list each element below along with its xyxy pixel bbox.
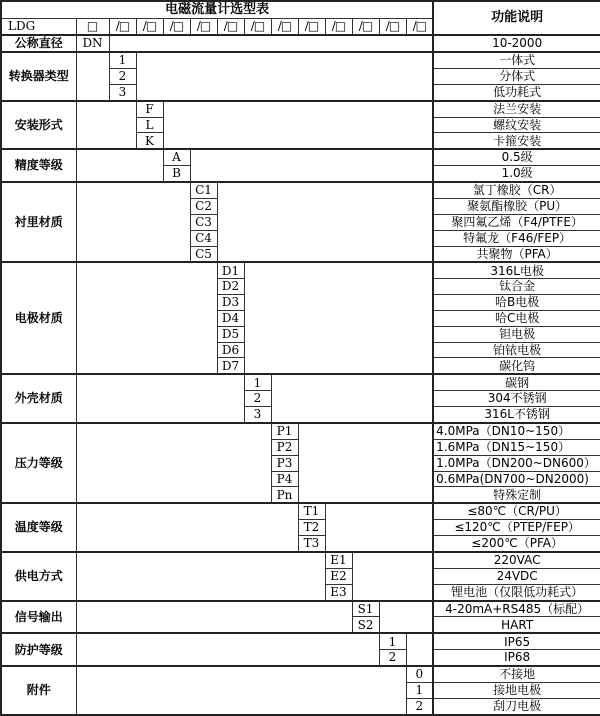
function-cell: 一体式 <box>433 52 600 68</box>
function-cell: 10-2000 <box>433 35 600 52</box>
function-cell: 聚氨酯橡胶（PU） <box>433 199 600 215</box>
function-cell: 1.6MPa（DN15~150） <box>433 439 600 455</box>
function-column-header: 功能说明 <box>433 1 600 35</box>
code-cell: P1 <box>271 423 298 439</box>
function-cell: 特氟龙（F46/FEP） <box>433 230 600 246</box>
function-cell: 接地电极 <box>433 683 600 699</box>
function-cell: 哈C电极 <box>433 310 600 326</box>
code-cell: L <box>136 117 163 133</box>
spacer-cell <box>109 35 433 52</box>
code-cell: C3 <box>190 214 217 230</box>
code-cell: D3 <box>217 295 244 311</box>
table-title: 电磁流量计选型表 <box>1 1 433 19</box>
group-label: 安装形式 <box>1 101 76 150</box>
model-slot: /□ <box>298 19 325 35</box>
model-prefix: LDG <box>1 19 76 35</box>
spacer-cell <box>244 262 433 374</box>
group-label: 精度等级 <box>1 149 76 182</box>
code-cell: D1 <box>217 262 244 278</box>
function-cell: 1.0MPa（DN200~DN600） <box>433 455 600 471</box>
function-cell: 锂电池（仅限低功耗式） <box>433 584 600 600</box>
code-cell: T2 <box>298 520 325 536</box>
function-cell: 1.0级 <box>433 166 600 182</box>
function-cell: ≤80℃（CR/PU） <box>433 503 600 519</box>
spacer-cell <box>136 52 433 101</box>
spacer-cell <box>76 601 352 634</box>
model-slot: /□ <box>217 19 244 35</box>
function-cell: 4-20mA+RS485（标配） <box>433 601 600 617</box>
function-cell: 铂铱电极 <box>433 342 600 358</box>
model-slot: /□ <box>406 19 433 35</box>
function-cell: 刮刀电极 <box>433 698 600 715</box>
spacer-cell <box>217 182 433 262</box>
spacer-cell <box>76 503 298 552</box>
model-slot: /□ <box>325 19 352 35</box>
group-label: 附件 <box>1 666 76 715</box>
function-cell: 304不锈钢 <box>433 391 600 407</box>
spacer-cell <box>76 374 244 423</box>
code-cell: 0 <box>406 666 433 682</box>
code-cell: P4 <box>271 471 298 487</box>
spacer-cell <box>163 101 433 150</box>
model-slot: /□ <box>244 19 271 35</box>
function-cell: 220VAC <box>433 552 600 568</box>
function-cell: 哈B电极 <box>433 295 600 311</box>
code-cell: E3 <box>325 584 352 600</box>
model-slot: /□ <box>163 19 190 35</box>
code-cell: 2 <box>406 698 433 715</box>
code-cell: 2 <box>109 68 136 84</box>
function-cell: 钛合金 <box>433 279 600 295</box>
function-cell: 碳钢 <box>433 374 600 390</box>
code-cell: D6 <box>217 342 244 358</box>
code-cell: 1 <box>109 52 136 68</box>
code-cell: 3 <box>109 84 136 100</box>
model-slot: /□ <box>379 19 406 35</box>
code-cell: D2 <box>217 279 244 295</box>
spacer-cell <box>76 262 217 374</box>
model-slot: /□ <box>109 19 136 35</box>
group-label: 衬里材质 <box>1 182 76 262</box>
spacer-cell <box>76 423 271 503</box>
function-cell: ≤120℃（PTEP/FEP） <box>433 520 600 536</box>
group-label: 外壳材质 <box>1 374 76 423</box>
code-cell: 1 <box>406 683 433 699</box>
spacer-cell <box>379 601 433 634</box>
code-cell: C1 <box>190 182 217 198</box>
group-label: 转换器类型 <box>1 52 76 101</box>
function-cell: 卡箍安装 <box>433 133 600 149</box>
code-cell: 3 <box>244 407 271 423</box>
group-label: 信号输出 <box>1 601 76 634</box>
spacer-cell <box>76 552 325 601</box>
function-cell: 法兰安装 <box>433 101 600 117</box>
code-cell: 2 <box>244 391 271 407</box>
code-cell: E2 <box>325 568 352 584</box>
function-cell: 0.5级 <box>433 149 600 165</box>
code-cell: D5 <box>217 326 244 342</box>
spacer-cell <box>325 503 433 552</box>
spacer-cell <box>352 552 433 601</box>
code-cell: P3 <box>271 455 298 471</box>
code-cell: T3 <box>298 536 325 552</box>
function-cell: 共聚物（PFA） <box>433 246 600 262</box>
group-label: 压力等级 <box>1 423 76 503</box>
group-label: 电极材质 <box>1 262 76 374</box>
function-cell: ≤200℃（PFA） <box>433 536 600 552</box>
spacer-cell <box>76 633 379 666</box>
function-cell: 螺纹安装 <box>433 117 600 133</box>
function-cell: 低功耗式 <box>433 84 600 100</box>
function-cell: 钽电极 <box>433 326 600 342</box>
code-cell: D7 <box>217 358 244 374</box>
function-cell: IP65 <box>433 633 600 649</box>
spacer-cell <box>76 52 109 101</box>
spacer-cell <box>76 666 406 715</box>
function-cell: 0.6MPa(DN700~DN2000) <box>433 471 600 487</box>
spacer-cell <box>271 374 433 423</box>
code-cell: D4 <box>217 310 244 326</box>
spacer-cell <box>76 182 190 262</box>
function-cell: 特殊定制 <box>433 487 600 503</box>
spacer-cell <box>406 633 433 666</box>
group-label: 防护等级 <box>1 633 76 666</box>
code-cell: C2 <box>190 199 217 215</box>
function-cell: 316L不锈钢 <box>433 407 600 423</box>
function-cell: HART <box>433 617 600 633</box>
code-cell: S2 <box>352 617 379 633</box>
code-cell: 2 <box>379 650 406 666</box>
model-slot: /□ <box>190 19 217 35</box>
group-label: 温度等级 <box>1 503 76 552</box>
code-cell: B <box>163 166 190 182</box>
code-cell: T1 <box>298 503 325 519</box>
spacer-cell <box>76 149 163 182</box>
code-cell: C4 <box>190 230 217 246</box>
function-cell: 24VDC <box>433 568 600 584</box>
code-cell: 1 <box>244 374 271 390</box>
code-cell: C5 <box>190 246 217 262</box>
code-cell: K <box>136 133 163 149</box>
function-cell: 聚四氟乙烯（F4/PTFE） <box>433 214 600 230</box>
code-cell: Pn <box>271 487 298 503</box>
code-cell: P2 <box>271 439 298 455</box>
function-cell: 氯丁橡胶（CR） <box>433 182 600 198</box>
function-cell: IP68 <box>433 650 600 666</box>
code-cell: 1 <box>379 633 406 649</box>
function-cell: 分体式 <box>433 68 600 84</box>
code-cell: F <box>136 101 163 117</box>
model-slot: /□ <box>136 19 163 35</box>
diameter-label: 公称直径 <box>1 35 76 52</box>
group-label: 供电方式 <box>1 552 76 601</box>
model-slot: /□ <box>271 19 298 35</box>
model-slot: /□ <box>352 19 379 35</box>
spacer-cell <box>190 149 433 182</box>
code-cell: S1 <box>352 601 379 617</box>
code-cell: A <box>163 149 190 165</box>
spacer-cell <box>298 423 433 503</box>
function-cell: 4.0MPa（DN10~150） <box>433 423 600 439</box>
function-cell: 不接地 <box>433 666 600 682</box>
model-box: □ <box>76 19 109 35</box>
diameter-code: DN <box>76 35 109 52</box>
code-cell: E1 <box>325 552 352 568</box>
function-cell: 碳化钨 <box>433 358 600 374</box>
spacer-cell <box>76 101 136 150</box>
function-cell: 316L电极 <box>433 262 600 278</box>
